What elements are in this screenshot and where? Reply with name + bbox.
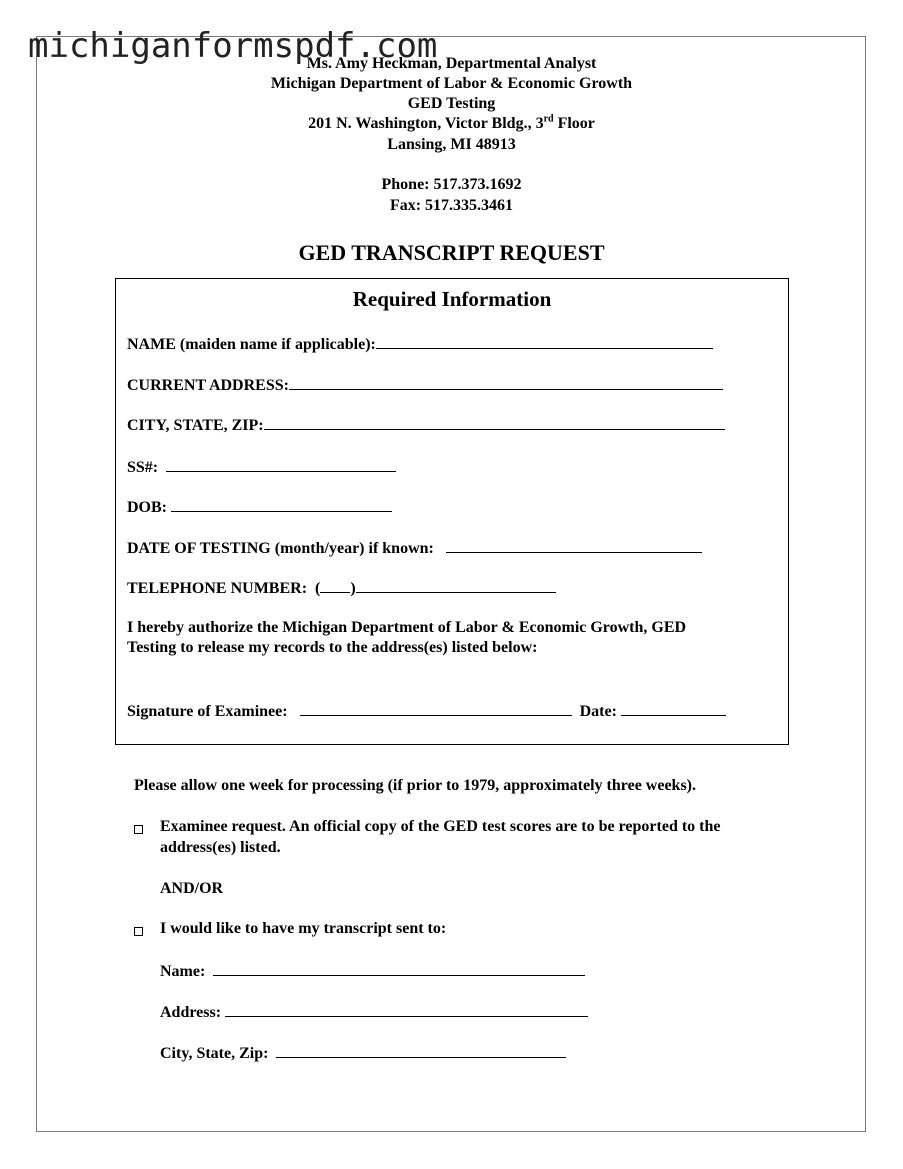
contact-name: Ms. Amy Heckman, Departmental Analyst bbox=[306, 55, 597, 72]
examinee-request-text-line-2: address(es) listed. bbox=[160, 839, 281, 856]
unit-name: GED Testing bbox=[407, 95, 496, 112]
recipient-name-input-line[interactable] bbox=[213, 961, 585, 976]
required-information-heading: Required Information bbox=[352, 287, 552, 311]
name-input-line[interactable] bbox=[376, 334, 713, 349]
send-transcript-text: I would like to have my transcript sent to: bbox=[160, 920, 447, 937]
send-transcript-checkbox[interactable] bbox=[134, 927, 143, 936]
dob-label: DOB: bbox=[127, 499, 167, 516]
city-state-zip: Lansing, MI 48913 bbox=[387, 136, 516, 153]
dob-field-row bbox=[127, 497, 392, 517]
ss-field-row bbox=[127, 457, 396, 477]
recipient-address-label: Address: bbox=[160, 1004, 222, 1021]
name-field-row bbox=[127, 334, 713, 354]
telephone-field-row bbox=[127, 578, 556, 598]
examinee-request-text-line-1: Examinee request. An official copy of the GED test scores are to be reported to the bbox=[160, 818, 721, 835]
authorization-text-line-1: I hereby authorize the Michigan Department of Labor & Economic Growth, GED bbox=[127, 619, 687, 636]
name-label: NAME (maiden name if applicable): bbox=[127, 336, 376, 353]
authorization-text-line-2: Testing to release my records to the address(es) listed below: bbox=[127, 639, 538, 656]
watermark: michiganformspdf.com bbox=[28, 26, 438, 66]
recipient-name-label: Name: bbox=[160, 963, 206, 980]
street-address-main: 201 N. Washington, Victor Bldg., 3 bbox=[308, 115, 544, 132]
signature-field-row bbox=[127, 701, 726, 721]
testing-date-field-row bbox=[127, 538, 702, 558]
street-address bbox=[0, 114, 903, 134]
address-field-row bbox=[127, 375, 723, 395]
recipient-name-row bbox=[160, 961, 585, 981]
and-or-text: AND/OR bbox=[160, 880, 224, 897]
recipient-address-row bbox=[160, 1002, 588, 1022]
recipient-address-input-line[interactable] bbox=[225, 1002, 588, 1017]
floor-ordinal: rd bbox=[543, 113, 554, 125]
department-name: Michigan Department of Labor & Economic Growth bbox=[270, 75, 633, 92]
current-address-input-line[interactable] bbox=[289, 375, 723, 390]
city-field-row bbox=[127, 415, 725, 435]
dob-input-line[interactable] bbox=[171, 497, 392, 512]
city-state-zip-input-line[interactable] bbox=[264, 415, 725, 430]
form-title: GED TRANSCRIPT REQUEST bbox=[298, 240, 605, 265]
date-input-line[interactable] bbox=[621, 701, 726, 716]
phone-number: Phone: 517.373.1692 bbox=[381, 176, 522, 193]
recipient-city-label: City, State, Zip: bbox=[160, 1045, 269, 1062]
recipient-city-input-line[interactable] bbox=[276, 1043, 566, 1058]
telephone-input-line[interactable] bbox=[356, 578, 556, 593]
signature-input-line[interactable] bbox=[300, 701, 572, 716]
testing-date-label: DATE OF TESTING (month/year) if known: bbox=[127, 540, 434, 557]
current-address-label: CURRENT ADDRESS: bbox=[127, 377, 289, 394]
area-code-close-paren: ) bbox=[350, 580, 356, 597]
area-code-input-line[interactable] bbox=[320, 578, 350, 593]
recipient-city-row bbox=[160, 1043, 566, 1063]
testing-date-input-line[interactable] bbox=[446, 538, 702, 553]
signature-label: Signature of Examinee: bbox=[127, 703, 288, 720]
street-address-floor: Floor bbox=[553, 115, 595, 132]
ss-label: SS#: bbox=[127, 459, 159, 476]
area-code-open-paren: ( bbox=[315, 580, 321, 597]
examinee-request-checkbox[interactable] bbox=[134, 825, 143, 834]
fax-number: Fax: 517.335.3461 bbox=[389, 197, 514, 214]
processing-note: Please allow one week for processing (if prior to 1979, approximately three weeks). bbox=[134, 777, 696, 794]
city-state-zip-label: CITY, STATE, ZIP: bbox=[127, 417, 264, 434]
ss-input-line[interactable] bbox=[166, 457, 396, 472]
telephone-label: TELEPHONE NUMBER: bbox=[127, 580, 308, 597]
date-label: Date: bbox=[579, 703, 617, 720]
